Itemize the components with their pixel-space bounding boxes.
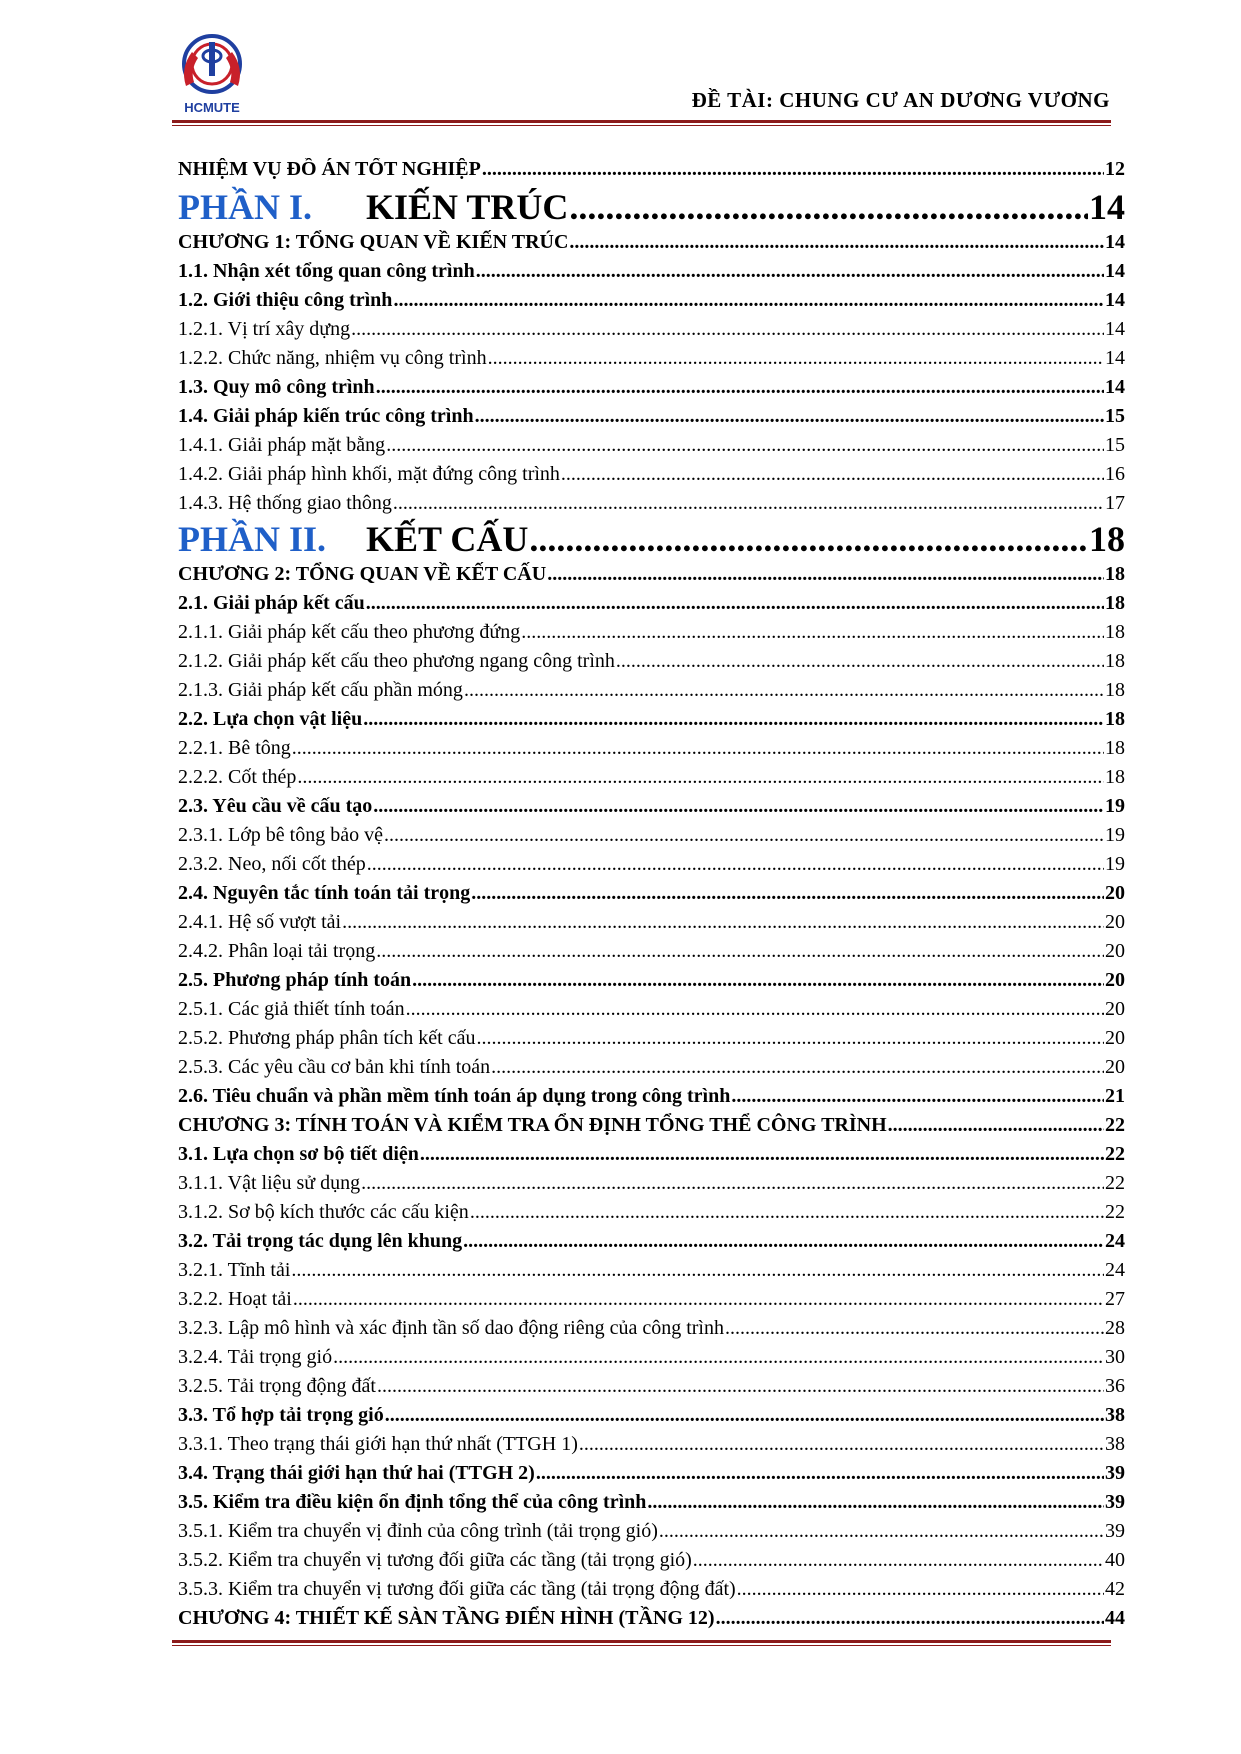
toc-page-number: 16 (1105, 463, 1125, 485)
toc-entry-title (178, 489, 392, 518)
toc-part-entry[interactable] (178, 186, 1125, 228)
toc-page-number: 18 (1105, 679, 1125, 701)
toc-entry-label: 1.3. Quy mô công trình (178, 376, 375, 398)
toc-entry-title (178, 1401, 384, 1430)
toc-entry[interactable] (178, 1517, 1125, 1546)
toc-leader-dots (373, 792, 1104, 821)
toc-entry[interactable] (178, 489, 1125, 518)
toc-entry[interactable] (178, 1082, 1125, 1111)
toc-entry-title (178, 792, 372, 821)
toc-entry[interactable] (178, 850, 1125, 879)
toc-leader-dots (737, 1575, 1104, 1604)
toc-page-number: 38 (1105, 1433, 1125, 1455)
toc-entry[interactable] (178, 1459, 1125, 1488)
toc-entry-title (178, 1024, 475, 1053)
toc-page-number: 28 (1105, 1317, 1125, 1339)
toc-entry-label: 2.4.2. Phân loại tải trọng (178, 940, 376, 962)
toc-entry-label: 2.1.2. Giải pháp kết cấu theo phương ngang công trình (178, 650, 615, 672)
toc-entry-label: 2.3. Yêu cầu về cấu tạo (178, 795, 373, 817)
toc-entry[interactable] (178, 676, 1125, 705)
toc-page-number: 22 (1105, 1143, 1125, 1165)
toc-entry[interactable] (178, 1169, 1125, 1198)
toc-entry-title (178, 460, 560, 489)
toc-page-number: 18 (1105, 621, 1125, 643)
toc-entry-title (178, 1372, 376, 1401)
toc-page-number: 14 (1105, 376, 1125, 398)
toc-entry-label: 3.2.5. Tải trọng động đất (178, 1375, 376, 1397)
toc-entry[interactable] (178, 1372, 1125, 1401)
toc-entry-title (178, 937, 375, 966)
toc-entry-label: CHƯƠNG 3: TÍNH TOÁN VÀ KIỂM TRA ỔN ĐỊNH TỔNG THỂ CÔNG TRÌNH (178, 1114, 887, 1136)
toc-entry[interactable] (178, 937, 1125, 966)
toc-entry-label: NHIỆM VỤ ĐỒ ÁN TỐT NGHIỆP (178, 158, 481, 180)
toc-leader-dots (561, 460, 1104, 489)
toc-entry-title (178, 431, 385, 460)
toc-chapter-entry[interactable] (178, 1604, 1125, 1633)
toc-leader-dots (491, 1053, 1104, 1082)
toc-page-number: 19 (1105, 824, 1125, 846)
toc-entry-title (178, 1575, 736, 1604)
toc-leader-dots (377, 1372, 1104, 1401)
toc-entry-title (178, 1546, 692, 1575)
toc-entry[interactable] (178, 158, 1125, 186)
toc-entry-label: 2.4.1. Hệ số vượt tải (178, 911, 342, 933)
toc-page-number: 24 (1105, 1230, 1125, 1252)
toc-page-number: 42 (1105, 1578, 1125, 1600)
toc-leader-dots (406, 995, 1104, 1024)
toc-page-number: 14 (1105, 231, 1125, 253)
toc-page-number: 18 (1105, 650, 1125, 672)
toc-entry-title (178, 1604, 715, 1633)
toc-entry[interactable] (178, 402, 1125, 431)
toc-entry-title (178, 850, 366, 879)
toc-entry[interactable] (178, 1256, 1125, 1285)
toc-entry[interactable] (178, 1546, 1125, 1575)
toc-leader-dots (366, 589, 1104, 618)
toc-entry-label: 2.4. Nguyên tắc tính toán tải trọng (178, 882, 471, 904)
toc-page-number: 14 (1105, 318, 1125, 340)
toc-page-number: 20 (1105, 1056, 1125, 1078)
toc-page-number: 39 (1105, 1462, 1125, 1484)
toc-entry-label: 2.5. Phương pháp tính toán (178, 969, 412, 991)
toc-page-number: 14 (1105, 260, 1125, 282)
toc-leader-dots (367, 850, 1104, 879)
toc-entry-title (178, 228, 568, 257)
toc-entry-label: KIẾN TRÚC (366, 187, 569, 227)
document-title: ĐỀ TÀI: CHUNG CƯ AN DƯƠNG VƯƠNG (691, 88, 1110, 112)
toc-entry-label: CHƯƠNG 4: THIẾT KẾ SÀN TẦNG ĐIỂN HÌNH (TẦNG 12) (178, 1607, 715, 1629)
toc-entry-title (178, 518, 528, 560)
toc-entry-title (178, 705, 362, 734)
toc-entry-title (178, 402, 474, 431)
toc-entry-label: 3.1.1. Vật liệu sử dụng (178, 1172, 361, 1194)
toc-entry-label: CHƯƠNG 2: TỔNG QUAN VỀ KẾT CẤU (178, 563, 547, 585)
toc-entry-title (178, 158, 481, 181)
toc-entry-title (178, 647, 615, 676)
toc-entry[interactable] (178, 1198, 1125, 1227)
toc-entry-label: 3.2.1. Tĩnh tải (178, 1259, 291, 1281)
toc-leader-dots (488, 344, 1104, 373)
toc-entry[interactable] (178, 286, 1125, 315)
toc-leader-dots (616, 647, 1104, 676)
toc-entry-label: 3.2.2. Hoạt tải (178, 1288, 292, 1310)
toc-entry-label: 3.2.4. Tải trọng gió (178, 1346, 333, 1368)
toc-page-number: 15 (1105, 434, 1125, 456)
toc-entry-title (178, 1053, 490, 1082)
toc-leader-dots (412, 966, 1104, 995)
toc-leader-dots (529, 518, 1088, 560)
toc-entry-title (178, 1343, 332, 1372)
toc-entry[interactable] (178, 1488, 1125, 1517)
toc-entry[interactable] (178, 821, 1125, 850)
toc-entry-label: 3.1.2. Sơ bộ kích thước các cấu kiện (178, 1201, 469, 1223)
toc-entry-title (178, 618, 520, 647)
toc-page-number: 18 (1105, 563, 1125, 585)
toc-entry-title (178, 821, 383, 850)
toc-entry-title (178, 1111, 887, 1140)
toc-leader-dots (476, 1024, 1104, 1053)
toc-entry-title (178, 1082, 730, 1111)
toc-entry-title (178, 1285, 292, 1314)
toc-page-number: 20 (1105, 998, 1125, 1020)
toc-page-number: 39 (1105, 1491, 1125, 1513)
toc-entry-title (178, 995, 405, 1024)
toc-entry-label: 3.3.1. Theo trạng thái giới hạn thứ nhất (TTGH 1) (178, 1433, 578, 1455)
toc-entry-label: 3.5.1. Kiểm tra chuyển vị đỉnh của công trình (tải trọng gió) (178, 1520, 658, 1542)
toc-entry-label: 3.5.3. Kiểm tra chuyển vị tương đối giữa các tầng (tải trọng động đất) (178, 1578, 736, 1600)
toc-leader-dots (361, 1169, 1104, 1198)
toc-leader-dots (385, 1401, 1104, 1430)
toc-leader-dots (579, 1430, 1104, 1459)
toc-entry-label: CHƯƠNG 1: TỔNG QUAN VỀ KIẾN TRÚC (178, 231, 569, 253)
toc-entry[interactable] (178, 647, 1125, 676)
toc-page-number: 40 (1105, 1549, 1125, 1571)
toc-entry-label: 3.4. Trạng thái giới hạn thứ hai (TTGH 2) (178, 1462, 535, 1484)
toc-entry-label: 1.4.3. Hệ thống giao thông (178, 492, 392, 514)
table-of-contents (178, 158, 1125, 1633)
toc-leader-dots (393, 489, 1104, 518)
toc-page-number: 38 (1105, 1404, 1125, 1426)
toc-part-number: PHẦN II. (178, 519, 327, 559)
toc-entry-title (178, 1169, 360, 1198)
toc-entry-title (178, 373, 375, 402)
toc-entry-label: 2.3.2. Neo, nối cốt thép (178, 853, 366, 875)
toc-leader-dots (888, 1111, 1104, 1140)
toc-entry[interactable] (178, 1343, 1125, 1372)
toc-page-number: 14 (1105, 289, 1125, 311)
toc-entry-title (178, 589, 365, 618)
toc-leader-dots (351, 315, 1104, 344)
toc-page-number: 22 (1105, 1172, 1125, 1194)
toc-entry[interactable] (178, 879, 1125, 908)
toc-entry-label: 1.1. Nhận xét tổng quan công trình (178, 260, 475, 282)
toc-page-number: 14 (1089, 187, 1125, 227)
toc-entry-label: 1.4.2. Giải pháp hình khối, mặt đứng công trình (178, 463, 560, 485)
toc-entry-label: 2.1. Giải pháp kết cấu (178, 592, 365, 614)
toc-page-number: 19 (1105, 853, 1125, 875)
toc-page-number: 20 (1105, 969, 1125, 991)
toc-entry-label: 3.5. Kiểm tra điều kiện ổn định tổng thể của công trình (178, 1491, 647, 1513)
toc-entry-title (178, 1488, 646, 1517)
toc-entry-label: 2.1.1. Giải pháp kết cấu theo phương đứng (178, 621, 521, 643)
toc-page-number: 17 (1105, 492, 1125, 514)
toc-entry-title (178, 257, 475, 286)
toc-entry-title (178, 1140, 419, 1169)
toc-chapter-entry[interactable] (178, 560, 1125, 589)
toc-entry[interactable] (178, 1575, 1125, 1604)
toc-leader-dots (363, 705, 1104, 734)
toc-entry[interactable] (178, 908, 1125, 937)
toc-leader-dots (376, 937, 1104, 966)
toc-entry[interactable] (178, 373, 1125, 402)
toc-entry[interactable] (178, 1024, 1125, 1053)
toc-entry-label: 2.3.1. Lớp bê tông bảo vệ (178, 824, 383, 846)
toc-page-number: 18 (1105, 592, 1125, 614)
toc-page-number: 15 (1105, 405, 1125, 427)
toc-leader-dots (647, 1488, 1104, 1517)
toc-leader-dots (471, 879, 1104, 908)
toc-leader-dots (521, 618, 1104, 647)
toc-entry-label: 2.2.2. Cốt thép (178, 766, 297, 788)
toc-page-number: 22 (1105, 1201, 1125, 1223)
toc-leader-dots (333, 1343, 1104, 1372)
toc-leader-dots (475, 402, 1104, 431)
toc-entry-title (178, 344, 487, 373)
toc-page-number: 20 (1105, 1027, 1125, 1049)
toc-leader-dots (547, 560, 1104, 589)
toc-entry[interactable] (178, 315, 1125, 344)
toc-page-number: 21 (1105, 1085, 1125, 1107)
toc-leader-dots (693, 1546, 1104, 1575)
toc-entry-title (178, 286, 392, 315)
toc-page-number: 36 (1105, 1375, 1125, 1397)
toc-leader-dots (569, 228, 1104, 257)
toc-entry-label: 1.2.2. Chức năng, nhiệm vụ công trình (178, 347, 487, 369)
toc-entry-label: 2.5.3. Các yêu cầu cơ bản khi tính toán (178, 1056, 491, 1078)
toc-entry-title (178, 1314, 724, 1343)
toc-entry-title (178, 763, 296, 792)
toc-entry-label: KẾT CẤU (366, 519, 529, 559)
toc-entry[interactable] (178, 1285, 1125, 1314)
svg-text:HCMUTE: HCMUTE (184, 100, 240, 115)
toc-leader-dots (470, 1198, 1104, 1227)
toc-page-number: 20 (1105, 882, 1125, 904)
toc-leader-dots (292, 734, 1104, 763)
toc-page-number: 14 (1105, 347, 1125, 369)
toc-entry[interactable] (178, 792, 1125, 821)
toc-entry[interactable] (178, 734, 1125, 763)
footer-divider (172, 1640, 1111, 1646)
toc-leader-dots (393, 286, 1104, 315)
toc-entry-label: 2.5.1. Các giả thiết tính toán (178, 998, 405, 1020)
toc-page-number: 19 (1105, 795, 1125, 817)
toc-leader-dots (725, 1314, 1104, 1343)
toc-entry-title (178, 1198, 469, 1227)
toc-entry[interactable] (178, 460, 1125, 489)
toc-entry-title (178, 734, 291, 763)
toc-entry-label: 3.2. Tải trọng tác dụng lên khung (178, 1230, 463, 1252)
toc-page-number: 20 (1105, 911, 1125, 933)
header-divider (172, 120, 1111, 126)
toc-leader-dots (386, 431, 1104, 460)
toc-entry-title (178, 1430, 578, 1459)
toc-entry-title (178, 315, 350, 344)
toc-entry-label: 2.2. Lựa chọn vật liệu (178, 708, 363, 730)
toc-leader-dots (342, 908, 1104, 937)
toc-page-number: 18 (1105, 708, 1125, 730)
toc-leader-dots (536, 1459, 1104, 1488)
toc-entry[interactable] (178, 966, 1125, 995)
toc-entry-title (178, 1227, 462, 1256)
toc-leader-dots (464, 676, 1104, 705)
toc-entry[interactable] (178, 1430, 1125, 1459)
toc-chapter-entry[interactable] (178, 228, 1125, 257)
toc-leader-dots (731, 1082, 1104, 1111)
toc-page-number: 22 (1105, 1114, 1125, 1136)
toc-page-number: 30 (1105, 1346, 1125, 1368)
toc-entry-title (178, 676, 463, 705)
toc-entry-title (178, 1256, 290, 1285)
toc-entry[interactable] (178, 995, 1125, 1024)
toc-entry[interactable] (178, 763, 1125, 792)
toc-entry-label: 1.2. Giới thiệu công trình (178, 289, 393, 311)
toc-entry-label: 2.2.1. Bê tông (178, 737, 291, 759)
toc-entry[interactable] (178, 344, 1125, 373)
toc-entry[interactable] (178, 1227, 1125, 1256)
toc-page-number: 18 (1089, 519, 1125, 559)
toc-entry-label: 2.1.3. Giải pháp kết cấu phần móng (178, 679, 463, 701)
toc-entry-title (178, 560, 546, 589)
toc-part-entry[interactable] (178, 518, 1125, 560)
toc-leader-dots (376, 373, 1104, 402)
toc-entry-label: 3.5.2. Kiểm tra chuyển vị tương đối giữa các tầng (tải trọng gió) (178, 1549, 692, 1571)
toc-page-number: 39 (1105, 1520, 1125, 1542)
toc-entry-title (178, 966, 411, 995)
toc-entry[interactable] (178, 1314, 1125, 1343)
toc-part-number: PHẦN I. (178, 187, 312, 227)
toc-leader-dots (716, 1604, 1104, 1633)
toc-entry[interactable] (178, 431, 1125, 460)
toc-chapter-entry[interactable] (178, 1111, 1125, 1140)
toc-entry[interactable] (178, 618, 1125, 647)
toc-entry-label: 3.1. Lựa chọn sơ bộ tiết diện (178, 1143, 419, 1165)
toc-entry[interactable] (178, 1053, 1125, 1082)
toc-leader-dots (659, 1517, 1104, 1546)
toc-leader-dots (420, 1140, 1104, 1169)
toc-page-number: 12 (1105, 158, 1125, 180)
toc-page-number: 18 (1105, 766, 1125, 788)
toc-leader-dots (291, 1256, 1104, 1285)
toc-page-number: 20 (1105, 940, 1125, 962)
toc-leader-dots (476, 257, 1104, 286)
toc-entry-label: 3.2.3. Lập mô hình và xác định tần số dao động riêng của công trình (178, 1317, 724, 1339)
toc-page-number: 18 (1105, 737, 1125, 759)
toc-entry-title (178, 908, 341, 937)
toc-leader-dots (297, 763, 1104, 792)
toc-entry-label: 3.3. Tổ hợp tải trọng gió (178, 1404, 384, 1426)
toc-entry[interactable] (178, 257, 1125, 286)
toc-leader-dots (482, 158, 1104, 181)
toc-entry[interactable] (178, 1401, 1125, 1430)
toc-entry-label: 1.4.1. Giải pháp mặt bằng (178, 434, 386, 456)
toc-entry[interactable] (178, 705, 1125, 734)
toc-page-number: 27 (1105, 1288, 1125, 1310)
toc-entry-title (178, 186, 568, 228)
toc-leader-dots (293, 1285, 1104, 1314)
toc-leader-dots (384, 821, 1104, 850)
toc-entry-label: 2.6. Tiêu chuẩn và phần mềm tính toán áp dụng trong công trình (178, 1085, 731, 1107)
toc-entry-label: 1.2.1. Vị trí xây dựng (178, 318, 351, 340)
toc-entry-label: 1.4. Giải pháp kiến trúc công trình (178, 405, 474, 427)
toc-entry[interactable] (178, 1140, 1125, 1169)
toc-page-number: 44 (1105, 1607, 1125, 1629)
toc-entry[interactable] (178, 589, 1125, 618)
toc-entry-title (178, 1459, 535, 1488)
toc-leader-dots (463, 1227, 1104, 1256)
toc-entry-title (178, 1517, 658, 1546)
toc-entry-title (178, 879, 470, 908)
toc-entry-label: 2.5.2. Phương pháp phân tích kết cấu (178, 1027, 476, 1049)
toc-page-number: 24 (1105, 1259, 1125, 1281)
toc-leader-dots (569, 186, 1088, 228)
